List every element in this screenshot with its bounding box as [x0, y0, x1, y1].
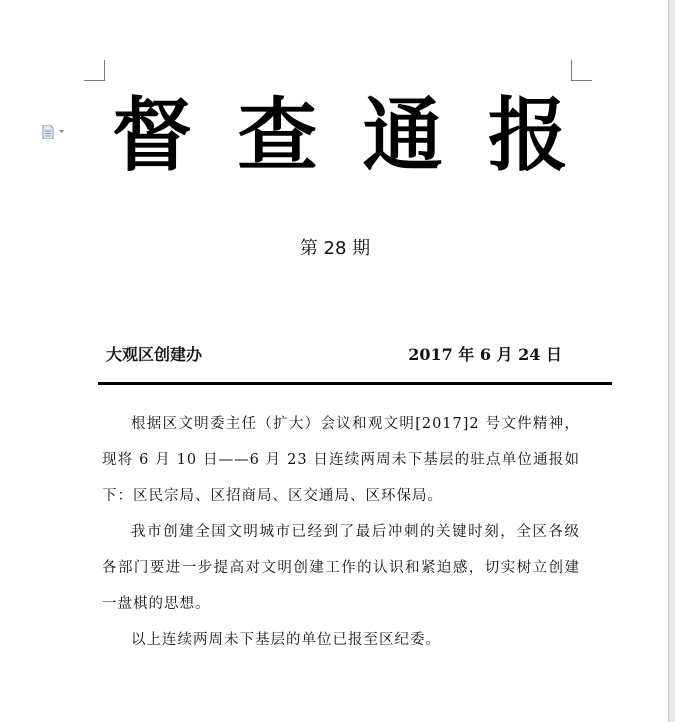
issue-number: 第 28 期	[299, 238, 371, 259]
masthead-char: 督	[112, 89, 192, 182]
vertical-scrollbar[interactable]	[668, 0, 675, 722]
body-paragraph: 根据区文明委主任（扩大）会议和观文明[2017]2 号文件精神，现将 6 月 10 日——6 月 23 日连续两周未下基层的驻点单位通报如下：区民宗局、区招商局、区交通局、区环保局。	[102, 416, 580, 504]
masthead-char: 通	[362, 89, 443, 182]
header-divider	[98, 382, 612, 385]
document-masthead	[90, 86, 590, 186]
crop-mark-top-right	[571, 60, 592, 81]
document-options-icon[interactable]	[42, 124, 66, 138]
masthead-char: 查	[237, 89, 318, 182]
crop-mark-top-left	[84, 60, 105, 81]
body-paragraph: 以上连续两周未下基层的单位已报至区纪委。	[131, 632, 441, 648]
issue-date: 2017 年 6 月 24 日	[408, 345, 562, 364]
document-body	[102, 406, 580, 658]
masthead-char: 报	[487, 89, 568, 182]
issuer-name: 大观区创建办	[106, 345, 203, 364]
body-paragraph: 我市创建全国文明城市已经到了最后冲刺的关键时刻，全区各级各部门要进一步提高对文明创建工作的认识和紧迫感，切实树立创建一盘棋的思想。	[102, 524, 580, 612]
